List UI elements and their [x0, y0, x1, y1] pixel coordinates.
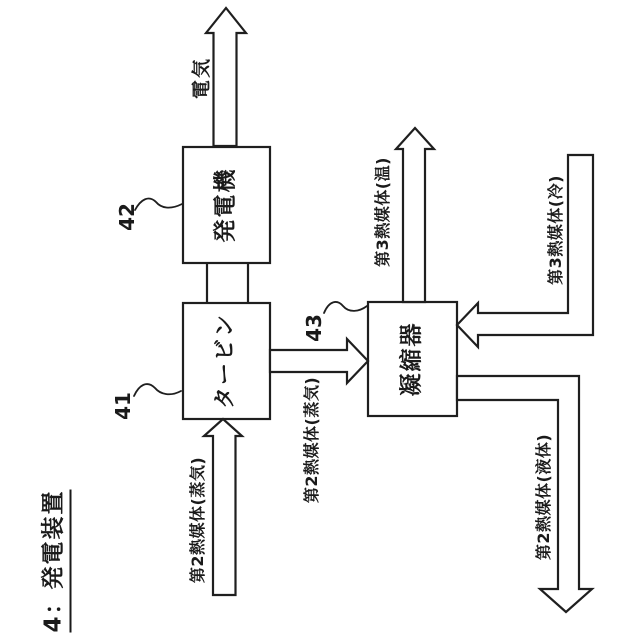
- liquid-medium-label: 第2熱媒体(液体): [534, 433, 553, 561]
- warm-outlet-arrow: [396, 128, 434, 302]
- figure-title: 4：発電装置: [43, 489, 72, 632]
- steam-inlet-arrow: [204, 419, 242, 595]
- ref-41: 41: [111, 392, 135, 420]
- leader-line-43: [324, 302, 367, 313]
- electricity-label: 電気: [190, 56, 213, 100]
- cold-inlet-arrow: [457, 155, 593, 347]
- steam-link-label: 第2熱媒体(蒸気): [302, 376, 321, 504]
- leader-line-42: [135, 199, 182, 210]
- steam-inlet-label: 第2熱媒体(蒸気): [188, 456, 207, 584]
- generator-label: 発電機: [212, 167, 239, 243]
- turbine-label: タービン: [213, 312, 238, 410]
- ref-43: 43: [302, 314, 326, 342]
- ref-42: 42: [115, 203, 139, 231]
- warm-medium-label: 第3熱媒体(温): [373, 157, 392, 267]
- liquid-outlet-arrow: [457, 376, 592, 612]
- condenser-label: 凝縮器: [398, 321, 425, 397]
- leader-line-41: [134, 384, 181, 396]
- cold-medium-label: 第3熱媒体(冷): [546, 175, 565, 285]
